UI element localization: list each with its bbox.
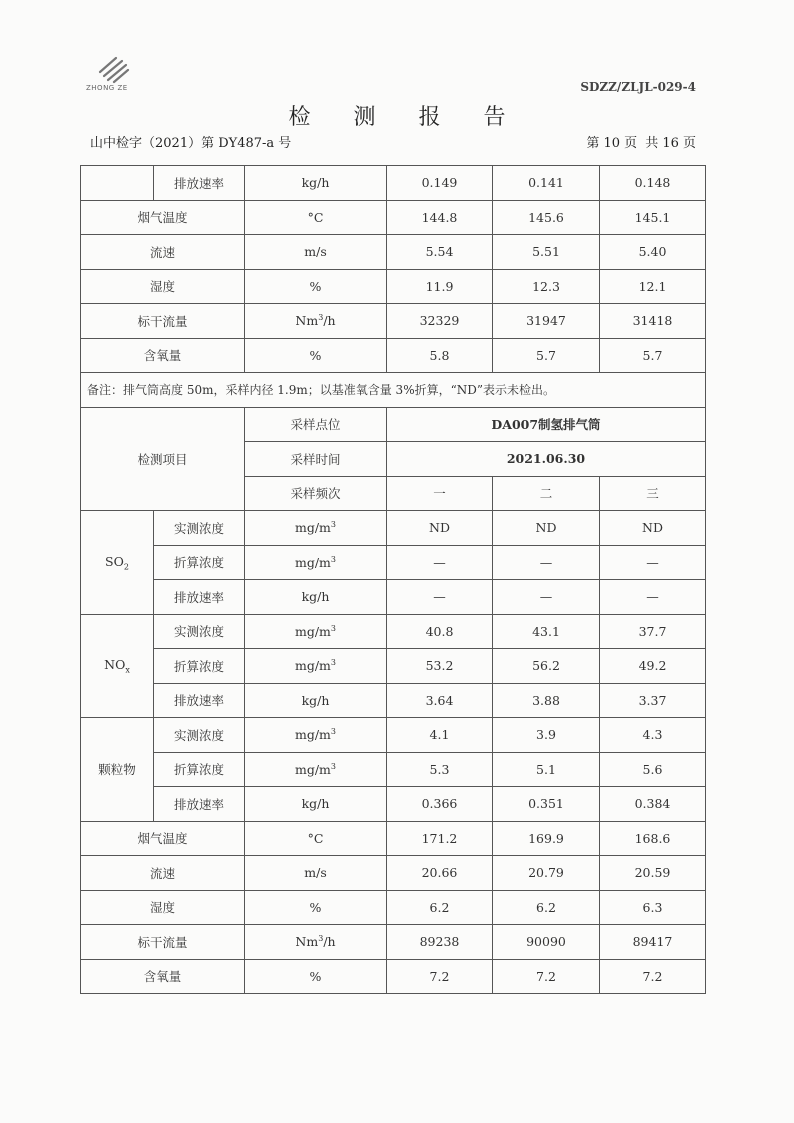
row-label: 实测浓度 bbox=[154, 614, 245, 649]
note-row bbox=[81, 373, 706, 408]
table-row bbox=[81, 856, 706, 891]
page-title: 检 测 报 告 bbox=[288, 105, 524, 130]
row-label: 折算浓度 bbox=[154, 649, 245, 684]
value-cell: 169.9 bbox=[493, 821, 600, 856]
group-nox: $NO_x$ bbox=[81, 614, 154, 718]
value-cell: 4.1 bbox=[387, 718, 493, 753]
table-row bbox=[81, 200, 706, 235]
value-cell: — bbox=[600, 580, 706, 615]
row-label: 排放速率 bbox=[154, 787, 245, 822]
unit-cell: $mg/m^3$ bbox=[245, 752, 387, 787]
point-label: 采样点位 bbox=[245, 407, 387, 442]
value-cell: 31418 bbox=[600, 304, 706, 339]
page-number bbox=[578, 132, 696, 151]
value-cell: 5.7 bbox=[600, 338, 706, 373]
row-label: 烟气温度 bbox=[81, 200, 245, 235]
value-cell: 144.8 bbox=[387, 200, 493, 235]
value-cell: 6.3 bbox=[600, 890, 706, 925]
value-cell: 32329 bbox=[387, 304, 493, 339]
table-row bbox=[81, 890, 706, 925]
value-cell: 7.2 bbox=[493, 959, 600, 994]
value-cell: 145.1 bbox=[600, 200, 706, 235]
table-row bbox=[81, 821, 706, 856]
table-row bbox=[81, 614, 706, 649]
report-number: 山中检字（2021）第 DY487-a 号 bbox=[90, 136, 292, 151]
value-cell: 171.2 bbox=[387, 821, 493, 856]
current-page: 第 10 页 bbox=[586, 136, 638, 151]
unit-cell: °C bbox=[245, 821, 387, 856]
value-cell: 6.2 bbox=[493, 890, 600, 925]
table-row bbox=[81, 235, 706, 270]
table-row bbox=[81, 407, 706, 442]
test-results-table bbox=[80, 165, 706, 994]
row-label: 排放速率 bbox=[154, 683, 245, 718]
value-cell: 3.64 bbox=[387, 683, 493, 718]
unit-cell: m/s bbox=[245, 856, 387, 891]
table-row bbox=[81, 545, 706, 580]
unit-cell: kg/h bbox=[245, 580, 387, 615]
group-so2: $SO_2$ bbox=[81, 511, 154, 615]
item-header: 检测项目 bbox=[81, 407, 245, 511]
value-cell: 0.366 bbox=[387, 787, 493, 822]
value-cell: 5.7 bbox=[493, 338, 600, 373]
value-cell: 0.384 bbox=[600, 787, 706, 822]
unit-cell: Nm$^3$/h bbox=[245, 304, 387, 339]
table-row bbox=[81, 338, 706, 373]
value-cell: 53.2 bbox=[387, 649, 493, 684]
table-row bbox=[81, 683, 706, 718]
table-row bbox=[81, 304, 706, 339]
unit-cell: % bbox=[245, 269, 387, 304]
unit-cell: $mg/m^3$ bbox=[245, 545, 387, 580]
table-row bbox=[81, 787, 706, 822]
value-cell: 40.8 bbox=[387, 614, 493, 649]
point-value: DA007制氢排气筒 bbox=[387, 407, 706, 442]
value-cell: 0.141 bbox=[493, 166, 600, 201]
value-cell: — bbox=[387, 545, 493, 580]
value-cell: 89238 bbox=[387, 925, 493, 960]
value-cell: ND bbox=[387, 511, 493, 546]
table-row bbox=[81, 649, 706, 684]
value-cell: 11.9 bbox=[387, 269, 493, 304]
row-label: 标干流量 bbox=[81, 304, 245, 339]
table-row bbox=[81, 511, 706, 546]
value-cell: 168.6 bbox=[600, 821, 706, 856]
value-cell: 5.8 bbox=[387, 338, 493, 373]
value-cell: 12.3 bbox=[493, 269, 600, 304]
freq-2: 二 bbox=[493, 476, 600, 511]
row-label: 烟气温度 bbox=[81, 821, 245, 856]
unit-cell: % bbox=[245, 338, 387, 373]
value-cell: 145.6 bbox=[493, 200, 600, 235]
unit-cell: kg/h bbox=[245, 166, 387, 201]
value-cell: 0.148 bbox=[600, 166, 706, 201]
unit-cell: $mg/m^3$ bbox=[245, 511, 387, 546]
row-label: 含氧量 bbox=[81, 338, 245, 373]
value-cell: 5.6 bbox=[600, 752, 706, 787]
value-cell: 7.2 bbox=[600, 959, 706, 994]
value-cell: 56.2 bbox=[493, 649, 600, 684]
value-cell: — bbox=[387, 580, 493, 615]
document-code: SDZZ/ZLJL-029-4 bbox=[580, 80, 696, 94]
value-cell: 89417 bbox=[600, 925, 706, 960]
value-cell: 3.9 bbox=[493, 718, 600, 753]
row-label: 流速 bbox=[81, 856, 245, 891]
row-label: 实测浓度 bbox=[154, 511, 245, 546]
table-row bbox=[81, 959, 706, 994]
total-pages: 共 16 页 bbox=[645, 136, 696, 151]
freq-3: 三 bbox=[600, 476, 706, 511]
unit-cell: °C bbox=[245, 200, 387, 235]
table-row bbox=[81, 752, 706, 787]
logo-text: ZHONG ZE bbox=[86, 84, 128, 92]
value-cell: 37.7 bbox=[600, 614, 706, 649]
value-cell: 43.1 bbox=[493, 614, 600, 649]
value-cell: 5.51 bbox=[493, 235, 600, 270]
time-value: 2021.06.30 bbox=[387, 442, 706, 477]
unit-cell: m/s bbox=[245, 235, 387, 270]
logo-stripes-icon bbox=[94, 52, 134, 84]
group-pm: 颗粒物 bbox=[81, 718, 154, 822]
value-cell: 0.149 bbox=[387, 166, 493, 201]
value-cell: 0.351 bbox=[493, 787, 600, 822]
unit-cell: Nm$^3$/h bbox=[245, 925, 387, 960]
value-cell: 4.3 bbox=[600, 718, 706, 753]
unit-cell: % bbox=[245, 959, 387, 994]
value-cell: 5.54 bbox=[387, 235, 493, 270]
table-row bbox=[81, 580, 706, 615]
unit-cell: $mg/m^3$ bbox=[245, 614, 387, 649]
row-label: 含氧量 bbox=[81, 959, 245, 994]
value-cell: — bbox=[493, 580, 600, 615]
row-label: 流速 bbox=[81, 235, 245, 270]
time-label: 采样时间 bbox=[245, 442, 387, 477]
value-cell: — bbox=[493, 545, 600, 580]
value-cell: 3.37 bbox=[600, 683, 706, 718]
value-cell: — bbox=[600, 545, 706, 580]
value-cell: 5.40 bbox=[600, 235, 706, 270]
value-cell: 12.1 bbox=[600, 269, 706, 304]
value-cell: 49.2 bbox=[600, 649, 706, 684]
unit-cell: % bbox=[245, 890, 387, 925]
table-row bbox=[81, 269, 706, 304]
table-row bbox=[81, 718, 706, 753]
value-cell: 20.79 bbox=[493, 856, 600, 891]
freq-label: 采样频次 bbox=[245, 476, 387, 511]
value-cell: 90090 bbox=[493, 925, 600, 960]
value-cell: 20.59 bbox=[600, 856, 706, 891]
value-cell: 31947 bbox=[493, 304, 600, 339]
value-cell: 3.88 bbox=[493, 683, 600, 718]
company-logo bbox=[86, 52, 142, 98]
unit-cell: kg/h bbox=[245, 683, 387, 718]
row-label: 折算浓度 bbox=[154, 752, 245, 787]
row-label: 标干流量 bbox=[81, 925, 245, 960]
row-label: 湿度 bbox=[81, 269, 245, 304]
unit-cell: kg/h bbox=[245, 787, 387, 822]
unit-cell: $mg/m^3$ bbox=[245, 649, 387, 684]
table-row bbox=[81, 925, 706, 960]
value-cell: 7.2 bbox=[387, 959, 493, 994]
row-label: 排放速率 bbox=[154, 580, 245, 615]
value-cell: 5.1 bbox=[493, 752, 600, 787]
table-row bbox=[81, 166, 706, 201]
unit-cell: $mg/m^3$ bbox=[245, 718, 387, 753]
row-label: 湿度 bbox=[81, 890, 245, 925]
row-label: 折算浓度 bbox=[154, 545, 245, 580]
freq-1: 一 bbox=[387, 476, 493, 511]
value-cell: 20.66 bbox=[387, 856, 493, 891]
value-cell: ND bbox=[493, 511, 600, 546]
note-text: 备注：排气筒高度 50m，采样内径 1.9m；以基准氧含量 3%折算，“ND”表示未检出。 bbox=[81, 373, 706, 408]
row-label: 实测浓度 bbox=[154, 718, 245, 753]
value-cell: ND bbox=[600, 511, 706, 546]
value-cell: 6.2 bbox=[387, 890, 493, 925]
table-cell bbox=[81, 166, 154, 201]
value-cell: 5.3 bbox=[387, 752, 493, 787]
row-label: 排放速率 bbox=[154, 166, 245, 201]
